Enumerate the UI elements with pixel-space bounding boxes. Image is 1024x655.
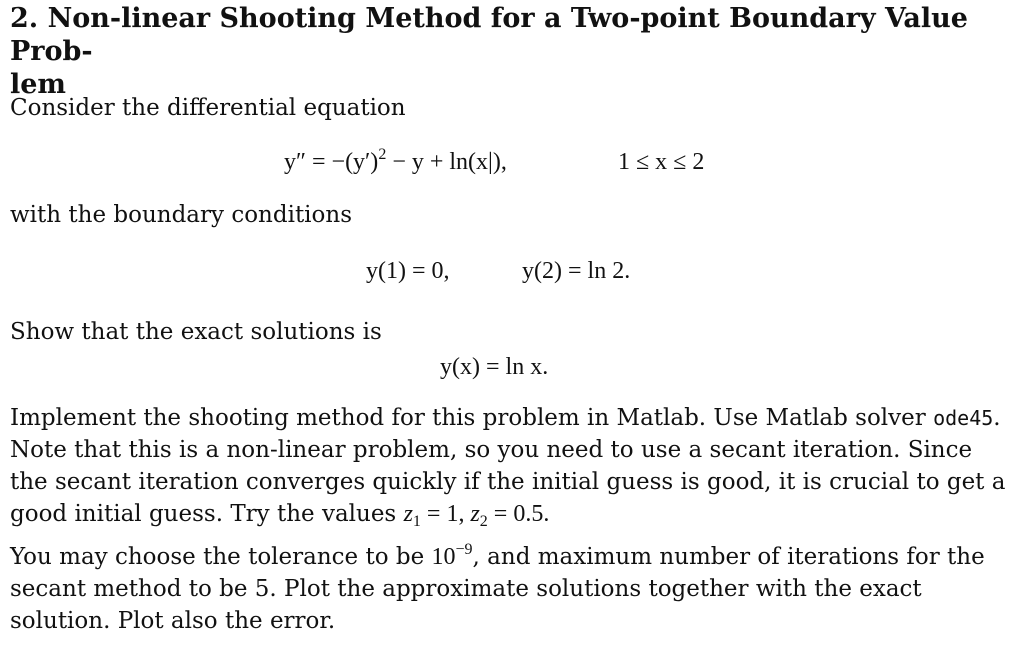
solver-name: ode45 <box>933 406 994 430</box>
boundary-condition-left: y(1) = 0, <box>366 258 450 284</box>
title-line-2: lem <box>10 69 67 100</box>
implementation-paragraph <box>10 402 1010 530</box>
ode-rhs: − y + ln(x|), <box>386 149 507 175</box>
ode-lhs: y″ = −(y′) <box>284 149 379 175</box>
exact-intro-text: Show that the exact solutions is <box>10 319 382 345</box>
tolerance-paragraph <box>10 541 1010 637</box>
exact-solution: y(x) = ln x. <box>440 354 549 380</box>
implement-text-a: Implement the shooting method for this problem in Matlab. Use Matlab solver <box>10 405 934 431</box>
boundary-condition-right: y(2) = ln 2. <box>522 258 631 284</box>
tolerance-text-b: , and maximum number of iterations for the secant method to be 5. Plot the approximate solutions together with the exact solution. Plot also the error. <box>10 544 985 634</box>
initial-guesses: $z_1 = 1$, $z_2 = 0.5$. <box>403 501 550 530</box>
section-title <box>10 2 1010 101</box>
boundary-intro-text: with the boundary conditions <box>10 202 353 228</box>
ode-equation <box>284 146 507 178</box>
ode-domain: 1 ≤ x ≤ 2 <box>618 149 705 175</box>
tolerance-value: $10^{-9}$ <box>431 541 473 570</box>
implement-text-b: . Note that this is a non-linear problem, so you need to use a secant iteration. Since the secant iteration converges quickly if the initial guess is good, it is crucial to get a good initial guess. Try the values <box>10 405 1006 527</box>
intro-text: Consider the differential equation <box>10 95 406 121</box>
tolerance-text-a: You may choose the tolerance to be <box>10 544 432 570</box>
title-line-1: 2. Non-linear Shooting Method for a Two-point Boundary Value Prob- <box>10 3 968 67</box>
ode-exponent: 2 <box>378 146 387 163</box>
